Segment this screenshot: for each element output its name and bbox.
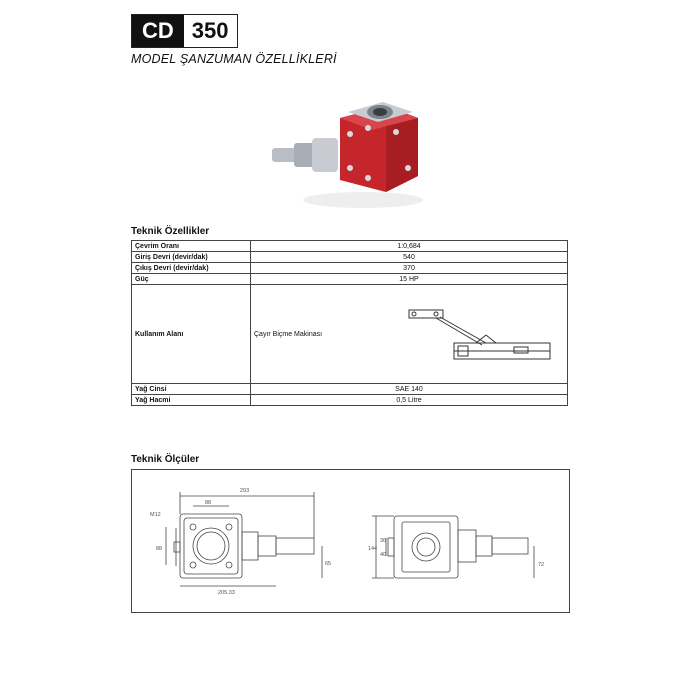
model-badge [131,14,238,48]
spec-label: Çıkış Devri (devir/dak) [132,263,251,274]
spec-label: Kullanım Alanı [132,285,251,384]
technical-drawing [132,470,569,612]
spec-label: Yağ Cinsi [132,384,251,395]
model-prefix: CD [132,15,184,47]
model-number: 350 [184,15,237,47]
table-row [132,263,568,274]
dim-bottom-length: 205.33 [218,590,235,596]
dim-front-right: 72 [538,562,545,568]
gearbox-product-image [268,88,438,213]
dim-front-height: 144 [368,546,378,552]
dim-shaft-height: 65 [325,561,332,567]
technical-drawing-box [131,469,570,613]
dim-overall-length: 293 [240,488,250,494]
dim-bolt-spacing: 88 [205,500,212,506]
spec-label: Çevrim Oranı [132,241,251,252]
specs-section-title: Teknik Özellikler [131,226,210,237]
table-row [132,274,568,285]
dim-thread: M12 [150,512,161,518]
spec-value: 540 [251,252,568,263]
spec-value: 0,5 Litre [251,395,568,406]
table-row [132,395,568,406]
specs-table [131,240,568,406]
front-view-drawing [372,516,534,578]
dim-front-inner: 36 [380,538,387,544]
drawing-section-title: Teknik Ölçüler [131,454,200,465]
page-subtitle: MODEL ŞANZUMAN ÖZELLİKLERİ [131,52,337,66]
spec-value: 370 [251,263,568,274]
spec-value: 1:0,684 [251,241,568,252]
spec-label: Yağ Hacmi [132,395,251,406]
spec-label: Giriş Devri (devir/dak) [132,252,251,263]
side-view-drawing [166,492,322,586]
table-row [132,241,568,252]
spec-value: 15 HP [251,274,568,285]
mower-illustration [406,305,556,367]
spec-value: SAE 140 [251,384,568,395]
table-row [132,252,568,263]
table-row [132,285,568,384]
spec-label: Güç [132,274,251,285]
dim-side-height: 88 [156,546,163,552]
usage-value: Çayır Biçme Makinası [254,331,323,338]
dim-front-small: 40 [380,552,387,558]
table-row [132,384,568,395]
